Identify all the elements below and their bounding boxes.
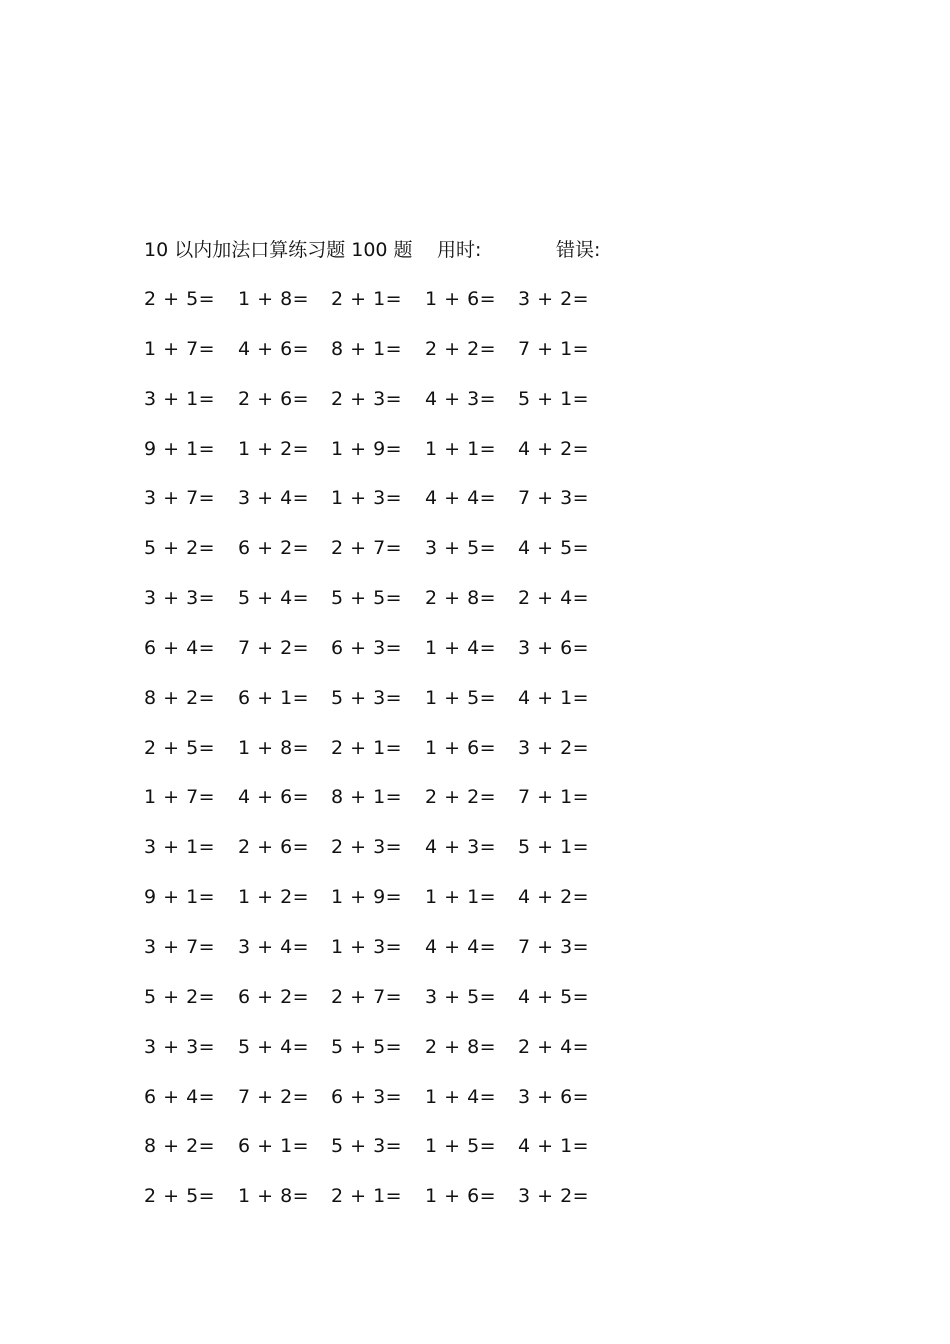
addition-problem: 5 + 5= [331,587,403,610]
problem-row [144,934,624,984]
addition-problem: 5 + 1= [518,836,590,859]
addition-problem: 2 + 4= [518,1035,590,1058]
addition-problem: 1 + 8= [238,288,310,310]
addition-problem: 3 + 1= [144,387,216,410]
addition-problem: 7 + 2= [238,1085,310,1108]
addition-problem: 3 + 2= [518,1185,590,1208]
addition-problem: 4 + 2= [518,886,590,909]
addition-problem: 5 + 3= [331,1135,403,1158]
addition-problem: 3 + 1= [144,836,216,859]
addition-problem: 1 + 7= [144,337,216,360]
problem-row [144,685,624,735]
addition-problem: 2 + 8= [425,1035,497,1058]
addition-problem: 7 + 3= [518,935,590,958]
addition-problem: 1 + 6= [425,736,497,759]
addition-problem: 1 + 6= [425,288,497,310]
addition-problem: 1 + 5= [425,686,497,709]
addition-problem: 5 + 3= [331,686,403,709]
problem-row [144,984,624,1034]
addition-problem: 1 + 4= [425,1085,497,1108]
addition-problem: 3 + 6= [518,636,590,659]
problem-row [144,1133,624,1183]
problem-row [144,1084,624,1134]
addition-problem: 5 + 4= [238,587,310,610]
problem-row [144,735,624,785]
worksheet-header [144,236,764,264]
addition-problem: 2 + 2= [425,337,497,360]
addition-problem: 3 + 4= [238,487,310,510]
addition-problem: 2 + 1= [331,288,403,310]
problem-row [144,535,624,585]
addition-problem: 6 + 1= [238,1135,310,1158]
addition-problem: 1 + 6= [425,1185,497,1208]
problem-row [144,635,624,685]
addition-problem: 8 + 1= [331,786,403,809]
addition-problem: 4 + 3= [425,836,497,859]
addition-problem: 6 + 4= [144,1085,216,1108]
problem-row [144,1034,624,1084]
problem-row [144,286,624,336]
addition-problem: 2 + 1= [331,736,403,759]
addition-problem: 8 + 2= [144,686,216,709]
addition-problem: 1 + 5= [425,1135,497,1158]
addition-problem: 3 + 3= [144,587,216,610]
addition-problem: 1 + 9= [331,886,403,909]
addition-problem: 5 + 5= [331,1035,403,1058]
addition-problem: 4 + 4= [425,487,497,510]
addition-problem: 1 + 4= [425,636,497,659]
addition-problem: 2 + 1= [331,1185,403,1208]
problem-grid [144,286,624,1233]
addition-problem: 4 + 5= [518,537,590,560]
addition-problem: 3 + 6= [518,1085,590,1108]
addition-problem: 2 + 6= [238,836,310,859]
addition-problem: 6 + 1= [238,686,310,709]
addition-problem: 4 + 3= [425,387,497,410]
addition-problem: 4 + 6= [238,786,310,809]
time-used-label: 用时: [437,239,482,261]
addition-problem: 2 + 7= [331,985,403,1008]
addition-problem: 1 + 1= [425,437,497,460]
addition-problem: 5 + 1= [518,387,590,410]
addition-problem: 7 + 2= [238,636,310,659]
addition-problem: 6 + 2= [238,537,310,560]
addition-problem: 3 + 5= [425,537,497,560]
problem-row [144,436,624,486]
addition-problem: 4 + 4= [425,935,497,958]
addition-problem: 2 + 6= [238,387,310,410]
addition-problem: 9 + 1= [144,886,216,909]
addition-problem: 2 + 2= [425,786,497,809]
addition-problem: 1 + 7= [144,786,216,809]
addition-problem: 2 + 5= [144,1185,216,1208]
addition-problem: 8 + 2= [144,1135,216,1158]
addition-problem: 4 + 1= [518,686,590,709]
addition-problem: 3 + 5= [425,985,497,1008]
addition-problem: 6 + 3= [331,636,403,659]
problem-row [144,485,624,535]
addition-problem: 9 + 1= [144,437,216,460]
addition-problem: 4 + 2= [518,437,590,460]
addition-problem: 3 + 7= [144,487,216,510]
addition-problem: 3 + 7= [144,935,216,958]
addition-problem: 5 + 4= [238,1035,310,1058]
worksheet-title: 10 以内加法口算练习题 100 题 [144,239,413,261]
addition-problem: 2 + 3= [331,387,403,410]
addition-problem: 2 + 5= [144,288,216,310]
addition-problem: 3 + 4= [238,935,310,958]
addition-problem: 1 + 2= [238,437,310,460]
addition-problem: 5 + 2= [144,985,216,1008]
addition-problem: 7 + 1= [518,786,590,809]
error-count-label: 错误: [556,239,601,261]
addition-problem: 8 + 1= [331,337,403,360]
addition-problem: 1 + 2= [238,886,310,909]
addition-problem: 1 + 9= [331,437,403,460]
addition-problem: 6 + 4= [144,636,216,659]
addition-problem: 3 + 2= [518,288,590,310]
addition-problem: 4 + 1= [518,1135,590,1158]
addition-problem: 1 + 1= [425,886,497,909]
addition-problem: 7 + 1= [518,337,590,360]
addition-problem: 5 + 2= [144,537,216,560]
problem-row [144,386,624,436]
problem-row [144,784,624,834]
problem-row [144,585,624,635]
addition-problem: 2 + 3= [331,836,403,859]
problem-row [144,834,624,884]
addition-problem: 2 + 5= [144,736,216,759]
addition-problem: 7 + 3= [518,487,590,510]
addition-problem: 2 + 4= [518,587,590,610]
problem-row [144,336,624,386]
addition-problem: 1 + 3= [331,487,403,510]
addition-problem: 4 + 6= [238,337,310,360]
addition-problem: 2 + 7= [331,537,403,560]
problem-row [144,884,624,934]
addition-problem: 1 + 8= [238,1185,310,1208]
problem-row [144,1183,624,1233]
addition-problem: 3 + 3= [144,1035,216,1058]
addition-problem: 6 + 3= [331,1085,403,1108]
addition-problem: 6 + 2= [238,985,310,1008]
addition-problem: 1 + 3= [331,935,403,958]
addition-problem: 1 + 8= [238,736,310,759]
addition-problem: 4 + 5= [518,985,590,1008]
addition-problem: 2 + 8= [425,587,497,610]
addition-problem: 3 + 2= [518,736,590,759]
